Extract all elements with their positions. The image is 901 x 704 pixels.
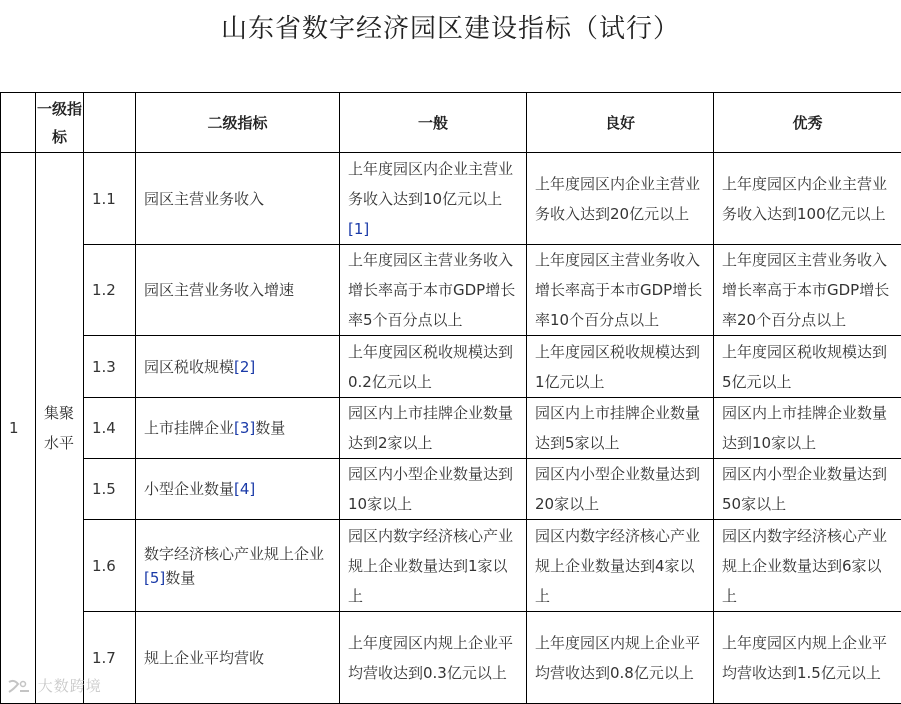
indicator-name [136,153,340,245]
criterion-general-text: 园区内小型企业数量达到10家以上 [348,465,513,513]
header-general: 一般 [340,93,527,153]
indicator-name [136,398,340,459]
table-header-row [1,93,901,153]
criterion-good: 上年度园区税收规模达到1亿元以上 [527,336,714,398]
indicator-code: 1.6 [84,520,136,612]
indicator-code: 1.7 [84,612,136,704]
criterion-general [340,612,527,704]
criterion-good: 园区内数字经济核心产业规上企业数量达到4家以上 [527,520,714,612]
category-name: 集聚水平 [36,153,84,704]
criterion-excellent: 上年度园区主营业务收入增长率高于本市GDP增长率20个百分点以上 [714,245,901,336]
indicator-name [136,459,340,520]
indicator-name [136,520,340,612]
header-excellent: 优秀 [714,93,901,153]
footnote-link[interactable]: [4] [234,480,255,498]
criterion-general-text: 园区内数字经济核心产业规上企业数量达到1家以上 [348,527,513,605]
indicator-name-text: 数字经济核心产业规上企业 [144,545,324,563]
criterion-excellent: 园区内上市挂牌企业数量达到10家以上 [714,398,901,459]
indicator-table [0,92,901,704]
criterion-good: 上年度园区内规上企业平均营收达到0.8亿元以上 [527,612,714,704]
criterion-general-text: 上年度园区内企业主营业务收入达到10亿元以上 [348,160,513,208]
criterion-general-text: 上年度园区主营业务收入增长率高于本市GDP增长率5个百分点以上 [348,251,515,329]
criterion-excellent: 上年度园区内企业主营业务收入达到100亿元以上 [714,153,901,245]
indicator-code: 1.2 [84,245,136,336]
criterion-general-text: 上年度园区内规上企业平均营收达到0.3亿元以上 [348,634,513,682]
criterion-excellent: 园区内小型企业数量达到50家以上 [714,459,901,520]
table-row [1,459,901,520]
criterion-general-text: 园区内上市挂牌企业数量达到2家以上 [348,404,513,452]
watermark-text: 大数跨境 [38,677,102,695]
footnote-link[interactable]: [3] [234,419,255,437]
header-level1: 一级指标 [36,93,84,153]
indicator-code: 1.4 [84,398,136,459]
indicator-name-text: 园区主营业务收入增速 [144,281,294,299]
indicator-code: 1.3 [84,336,136,398]
criterion-general [340,398,527,459]
category-number: 1 [1,153,36,704]
table-row [1,245,901,336]
criterion-excellent: 上年度园区内规上企业平均营收达到1.5亿元以上 [714,612,901,704]
indicator-name-suffix: 数量 [165,569,195,587]
header-blank-cell [1,93,36,153]
table-row [1,520,901,612]
criterion-good: 上年度园区内企业主营业务收入达到20亿元以上 [527,153,714,245]
criterion-general [340,520,527,612]
footnote-link[interactable]: [1] [348,220,369,238]
criterion-good: 上年度园区主营业务收入增长率高于本市GDP增长率10个百分点以上 [527,245,714,336]
indicator-code: 1.1 [84,153,136,245]
indicator-name-text: 小型企业数量 [144,480,234,498]
indicator-name-suffix: 数量 [255,419,285,437]
indicator-name-text: 园区税收规模 [144,358,234,376]
logo-icon [6,679,32,695]
criterion-good: 园区内小型企业数量达到20家以上 [527,459,714,520]
table-row [1,398,901,459]
criterion-general [340,336,527,398]
indicator-code: 1.5 [84,459,136,520]
indicator-name-text: 园区主营业务收入 [144,190,264,208]
footnote-link[interactable]: [5] [144,569,165,587]
indicator-name [136,245,340,336]
indicator-name [136,336,340,398]
criterion-excellent: 上年度园区税收规模达到5亿元以上 [714,336,901,398]
header-good: 良好 [527,93,714,153]
indicator-name [136,612,340,704]
criterion-general-text: 上年度园区税收规模达到0.2亿元以上 [348,343,513,391]
table-row [1,336,901,398]
criterion-general [340,459,527,520]
table-row [1,612,901,704]
page-title: 山东省数字经济园区建设指标（试行） [0,8,901,45]
criterion-general [340,245,527,336]
criterion-good: 园区内上市挂牌企业数量达到5家以上 [527,398,714,459]
header-code-cell [84,93,136,153]
indicator-name-text: 上市挂牌企业 [144,419,234,437]
table-row [1,153,901,245]
criterion-excellent: 园区内数字经济核心产业规上企业数量达到6家以上 [714,520,901,612]
header-level2: 二级指标 [136,93,340,153]
footnote-link[interactable]: [2] [234,358,255,376]
criterion-general [340,153,527,245]
indicator-name-text: 规上企业平均营收 [144,649,264,667]
watermark [6,675,102,696]
